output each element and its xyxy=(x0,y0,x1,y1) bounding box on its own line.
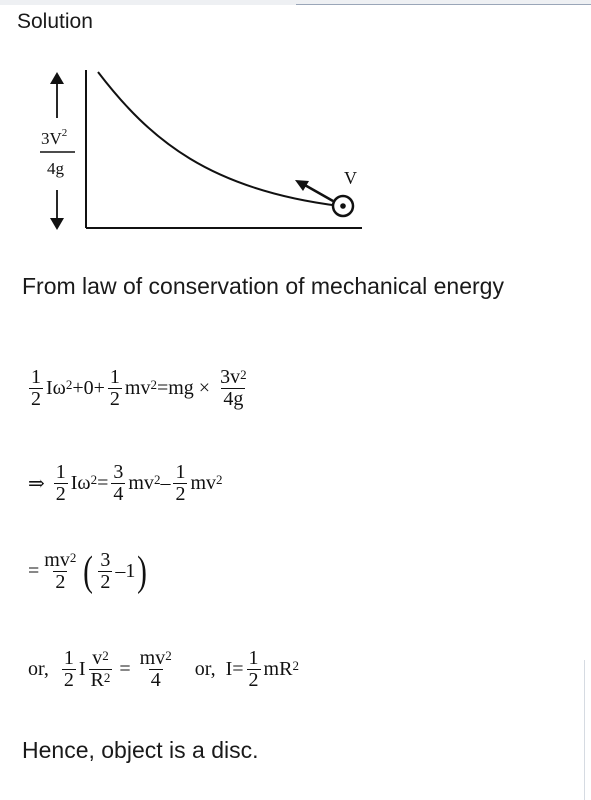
right-edge-divider xyxy=(584,660,585,800)
height-arrow-head-up xyxy=(50,72,64,84)
equation-2: ⇒ $\frac{1}{2}$ Iω $^2$ = $\frac{3}{4}$ mv $^2$ – $\frac{1}{2}$ mv $^2$ xyxy=(28,461,223,505)
frac-height: $\frac{3v^2}{4g}$ xyxy=(220,366,247,410)
frac-half: $\frac{1}{2}$ xyxy=(175,461,186,505)
frac-mv-squared-over-four: $\frac{mv^2}{4}$ xyxy=(139,647,172,691)
solution-heading: Solution xyxy=(17,10,93,33)
height-arrow-head-down xyxy=(50,218,64,230)
equation-3: = $\frac{mv^2}{2}$ ( $\frac{3}{2}$ –1 ) xyxy=(28,548,148,595)
equation-1: $\frac{1}{2}$ Iω $^2$ +0+ $\frac{1}{2}$ mv $^2$ =mg × $\frac{3v^2}{4g}$ xyxy=(31,366,247,410)
frac-three-halves: $\frac{3}{2}$ xyxy=(100,549,111,593)
frac-half: $\frac{1}{2}$ xyxy=(109,366,120,410)
rolling-object-center xyxy=(340,203,346,209)
frac-mv-squared-over-two: $\frac{mv^2}{2}$ xyxy=(44,549,77,593)
frac-v-squared-over-r-squared: $\frac{v^2}{R^2}$ xyxy=(90,647,111,691)
conclusion-text: Hence, object is a disc. xyxy=(22,737,259,763)
frac-three-quarters: $\frac{3}{4}$ xyxy=(113,461,124,505)
height-label-numerator: $3V^2$ xyxy=(41,127,68,148)
height-label-denominator: 4g xyxy=(47,159,64,178)
frac-half: $\frac{1}{2}$ xyxy=(248,647,259,691)
velocity-arrow-line xyxy=(303,184,333,201)
velocity-label: V xyxy=(344,168,357,188)
incline-diagram xyxy=(0,0,591,265)
frac-half: $\frac{1}{2}$ xyxy=(55,461,66,505)
equation-4: or, $\frac{1}{2}$ I $\frac{v^2}{R^2}$ = $\frac{mv^2}{4}$ or, I= $\frac{1}{2}$ mR $^2$ xyxy=(28,647,299,691)
intro-text: From law of conservation of mechanical energy xyxy=(22,273,504,299)
frac-half: $\frac{1}{2}$ xyxy=(31,366,41,410)
frac-half: $\frac{1}{2}$ xyxy=(63,647,74,691)
